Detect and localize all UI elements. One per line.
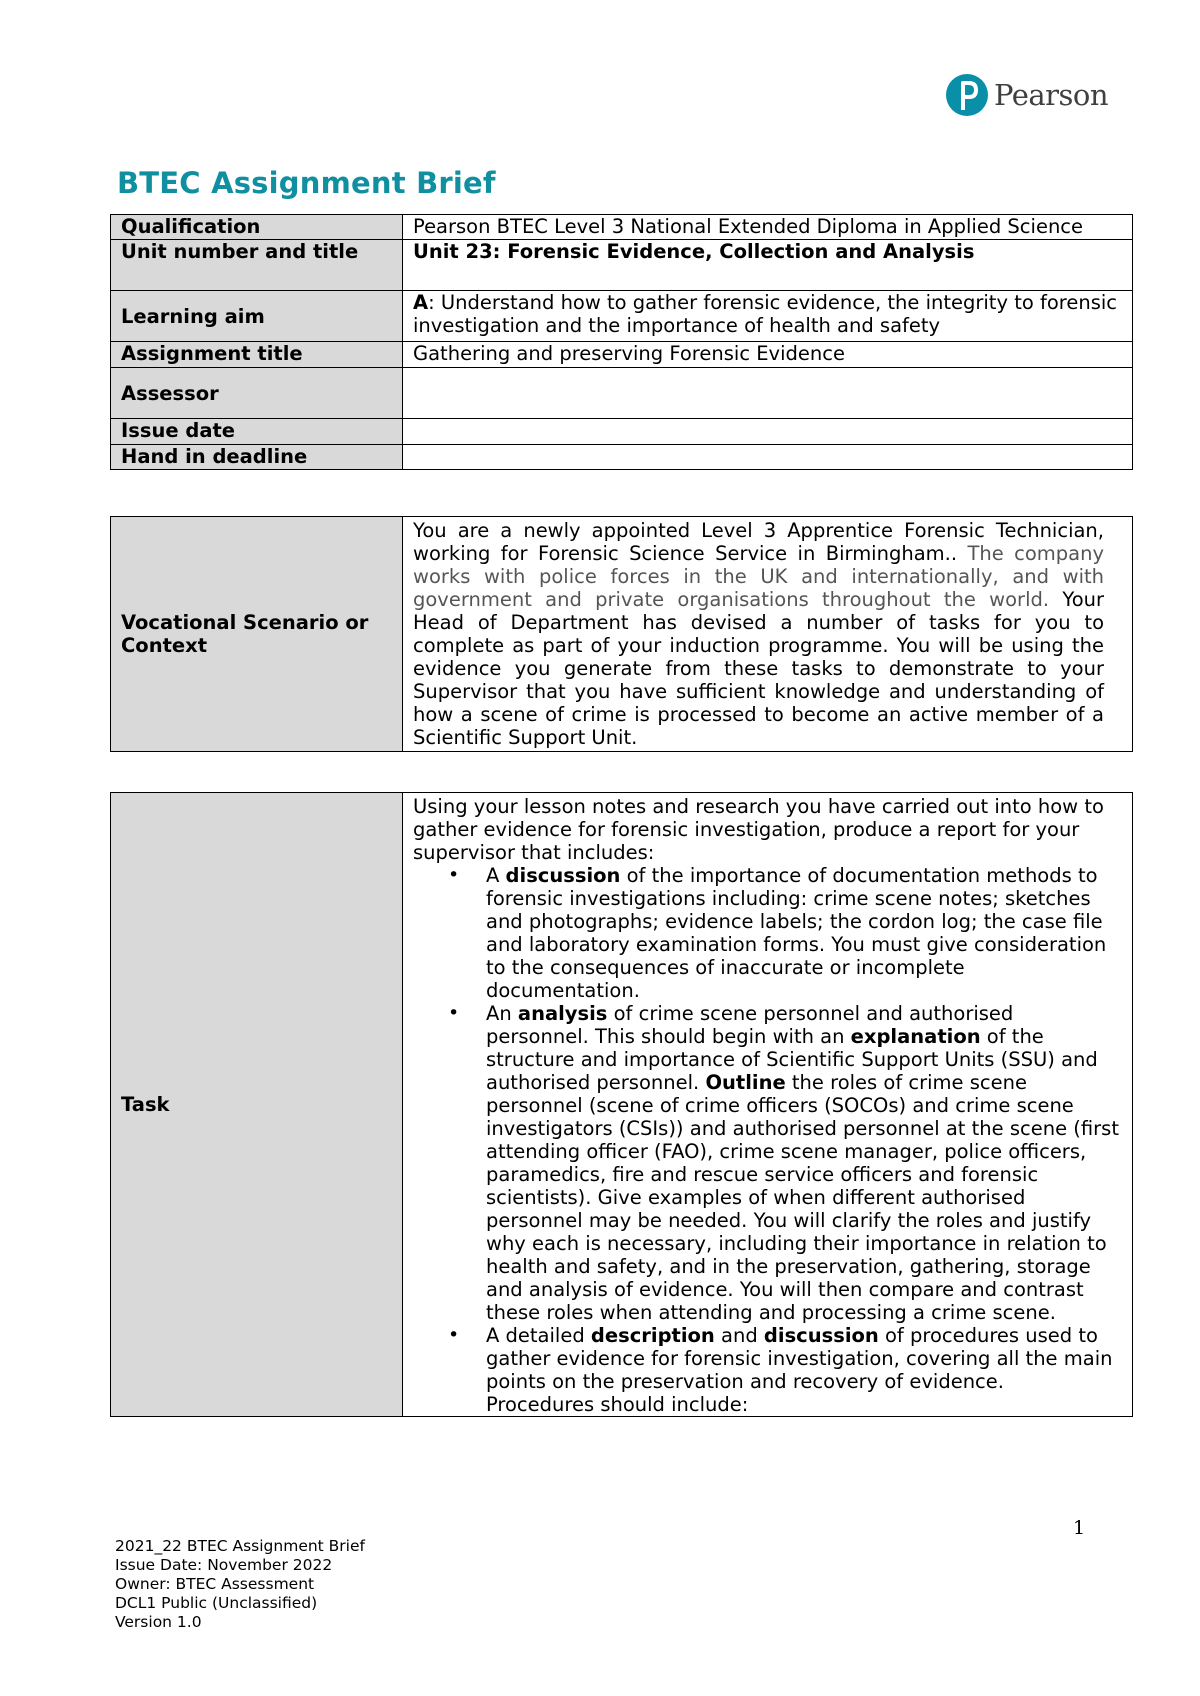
- scenario-label: Vocational Scenario or Context: [111, 517, 403, 752]
- issue-date-label: Issue date: [111, 419, 403, 445]
- footer-line-issue-date: Issue Date: November 2022: [115, 1556, 333, 1574]
- learning-aim-text: : Understand how to gather forensic evidence, the integrity to forensic investigation and the importance of health and safety: [413, 291, 1118, 337]
- scenario-row: [111, 517, 1133, 752]
- deadline-value[interactable]: [403, 445, 1133, 470]
- learning-aim-value: [403, 291, 1133, 342]
- qualification-label: Qualification: [111, 215, 403, 240]
- bullet-keyword: analysis: [517, 1002, 608, 1025]
- bullet-keyword: explanation: [850, 1025, 981, 1048]
- unit-row: [111, 240, 1133, 291]
- assignment-title-value: Gathering and preserving Forensic Evidence: [403, 342, 1133, 368]
- unit-label: Unit number and title: [111, 240, 403, 291]
- bullet-text: of procedures used to gather evidence for forensic investigation, covering all the main points on the preservation and recovery of evidence.: [486, 1324, 1113, 1393]
- qualification-value: Pearson BTEC Level 3 National Extended Diploma in Applied Science: [403, 215, 1133, 240]
- assignment-title-label: Assignment title: [111, 342, 403, 368]
- task-bullet-list: [413, 864, 1122, 1393]
- task-bullet-procedures: [486, 1324, 1122, 1393]
- pearson-p-icon: [946, 74, 988, 116]
- bullet-keyword: discussion: [505, 864, 621, 887]
- bullet-text: of the structure and importance of Scientific Support Units (SSU) and authorised personnel.: [486, 1025, 1098, 1094]
- bullet-keyword: Outline: [705, 1071, 786, 1094]
- document-title: BTEC Assignment Brief: [117, 166, 496, 200]
- assessor-value[interactable]: [403, 368, 1133, 419]
- pearson-logo: [946, 74, 1108, 116]
- scenario-text-part2: The company works with police forces in the UK and internationally, and with government and private organisations throughout the world.: [413, 542, 1104, 611]
- assignment-title-row: [111, 342, 1133, 368]
- learning-aim-letter: A: [413, 291, 429, 314]
- page-number: 1: [1073, 1517, 1086, 1539]
- scenario-table: [110, 516, 1133, 752]
- task-table: [110, 792, 1133, 1417]
- bullet-text: An: [486, 1002, 518, 1025]
- task-intro: Using your lesson notes and research you have carried out into how to gather evidence for forensic investigation, produce a report for your supervisor that includes:: [413, 795, 1104, 864]
- bullet-text: the roles of crime scene personnel (scene of crime officers (SOCOs) and crime scene investigators (CSIs)) and authorised personnel at the scene (first attending officer (FAO), crime scene manager, police officers, paramedics, fire and rescue service officers and forensic scientists). Give examples of when different authorised personnel may be needed. You will clarify the roles and justify why each is necessary, including their importance in relation to health and safety, and in the preservation, gathering, storage and analysis of evidence. You will then compare and contrast these roles when attending and processing a crime scene.: [486, 1071, 1119, 1324]
- footer-line-owner: Owner: BTEC Assessment: [115, 1575, 315, 1593]
- footer-line-brief: 2021_22 BTEC Assignment Brief: [115, 1537, 365, 1555]
- bullet-text: of the importance of documentation methods to forensic investigations including: crime scene notes; sketches and photographs; evidence labels; the cordon log; the case file and laboratory examination forms. You must give consideration to the consequences of inaccurate or incomplete documentation.: [486, 864, 1107, 1002]
- bullet-text: A detailed: [486, 1324, 591, 1347]
- unit-value: Unit 23: Forensic Evidence, Collection and Analysis: [403, 240, 1133, 291]
- learning-aim-label: Learning aim: [111, 291, 403, 342]
- issue-date-value[interactable]: [403, 419, 1133, 445]
- scenario-text: [403, 517, 1133, 752]
- scenario-text-part3: Your Head of Department has devised a number of tasks for you to complete as part of your induction programme. You will be using the evidence you generate from these tasks to demonstrate to your Supervisor that you have sufficient knowledge and understanding of how a scene of crime is processed to become an active member of a Scientific Support Unit.: [413, 588, 1105, 749]
- assessor-label: Assessor: [111, 368, 403, 419]
- bullet-text: of crime scene personnel and authorised personnel. This should begin with an: [486, 1002, 1014, 1048]
- qualification-row: [111, 215, 1133, 240]
- bullet-keyword: discussion: [763, 1324, 879, 1347]
- footer-line-classification: DCL1 Public (Unclassified): [115, 1594, 318, 1612]
- page-footer: [115, 1537, 365, 1632]
- bullet-text: and: [714, 1324, 764, 1347]
- task-row: [111, 793, 1133, 1417]
- assessor-row: [111, 368, 1133, 419]
- bullet-keyword: description: [590, 1324, 715, 1347]
- pearson-wordmark: Pearson: [994, 78, 1109, 112]
- issue-date-row: [111, 419, 1133, 445]
- learning-aim-row: [111, 291, 1133, 342]
- scenario-text-part1: You are a newly appointed Level 3 Apprentice Forensic Technician, working for Forensic Science Service in Birmingham..: [413, 519, 1104, 565]
- deadline-label: Hand in deadline: [111, 445, 403, 470]
- task-bullet-documentation: [486, 864, 1122, 1002]
- task-bullet-personnel: [486, 1002, 1122, 1324]
- footer-line-version: Version 1.0: [115, 1613, 202, 1631]
- procedures-line: Procedures should include:: [486, 1393, 749, 1416]
- assignment-details-table: [110, 214, 1133, 470]
- task-content: [403, 793, 1133, 1417]
- bullet-text: A: [486, 864, 506, 887]
- deadline-row: [111, 445, 1133, 470]
- task-label: Task: [111, 793, 403, 1417]
